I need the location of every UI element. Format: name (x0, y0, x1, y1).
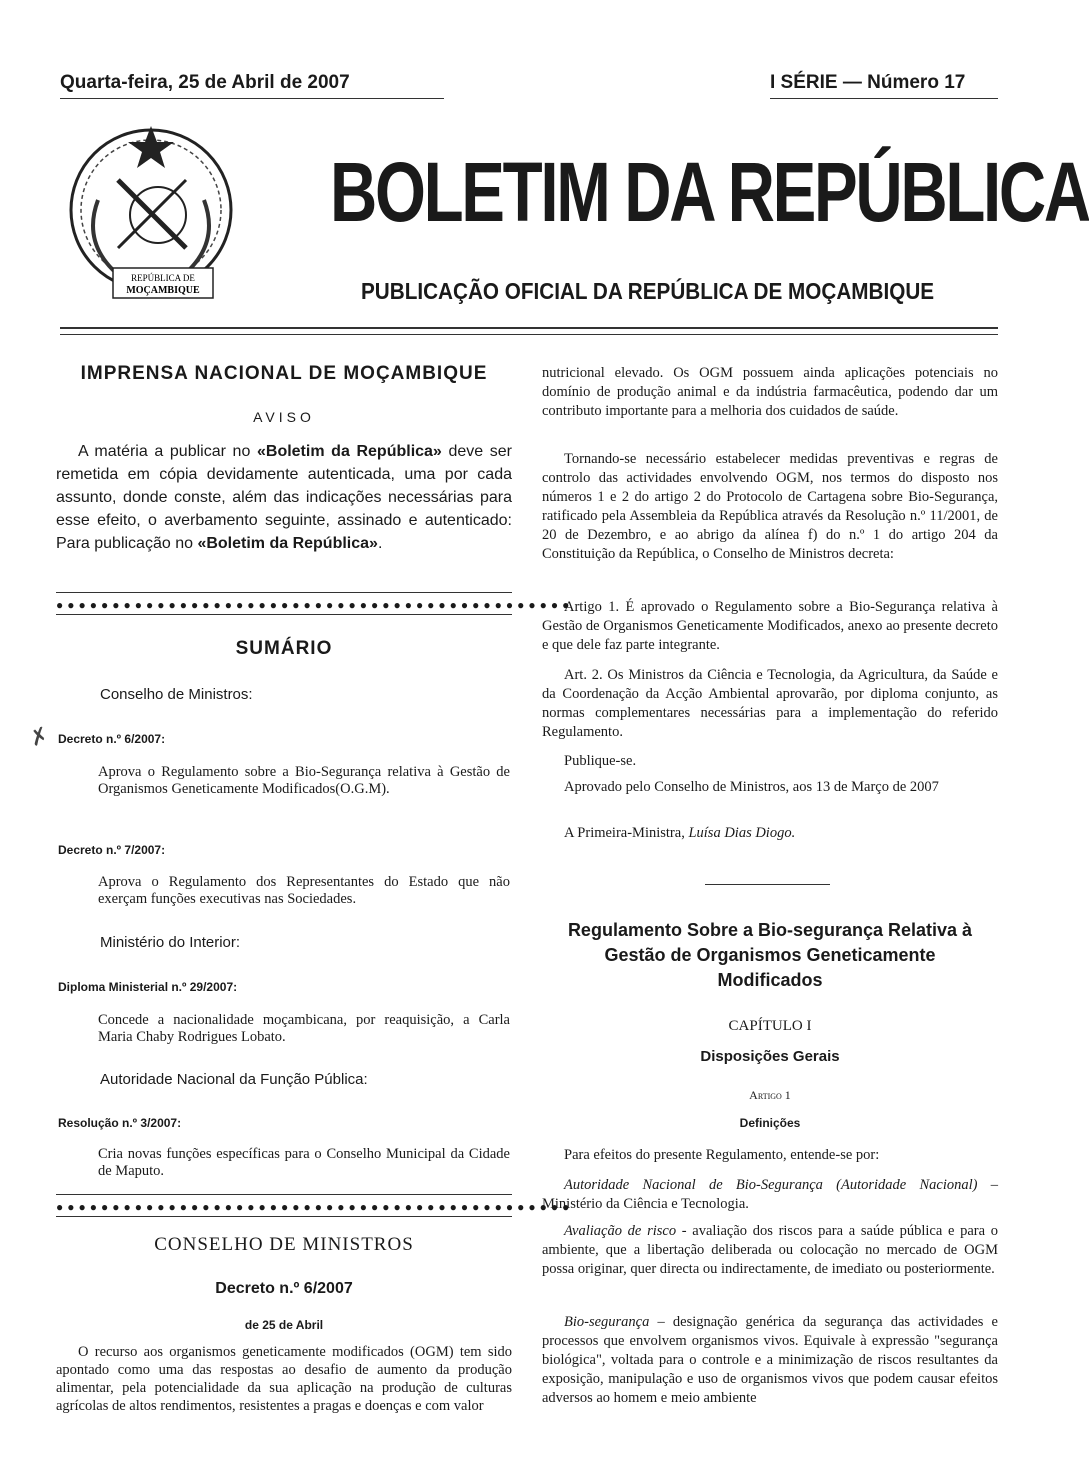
decree-body: O recurso aos organismos geneticamente modificados (OGM) tem sido apontado como uma das respostas ao desafio de aumento da produção alimentar, pela potencialidade da sua aplicação na produção de culturas agrícolas de altos rendimentos, resistentes a pragas e doenças e com valor (56, 1344, 512, 1414)
sumario-description: Concede a nacionalidade moçambicana, por reaquisição, a Carla Maria Chaby Rodrigues Lobato. (98, 1012, 510, 1045)
decree-date: de 25 de Abril (244, 1318, 324, 1332)
sumario-section: Ministério do Interior: (100, 934, 241, 951)
decree-paragraph: Tornando-se necessário estabelecer medidas preventivas e regras de controlo das actividades envolvendo OGM, nos termos do disposto nos números 1 e 2 do artigo 2 do Protocolo de Cartagena sobre Bio-Segurança, ratificado pela Assembleia da República através da Resolução n.º 11/2001, de 20 de Dezembro, e ao abrigo da alínea f) do n.º 1 do artigo 204 da Constituição da República, o Conselho de Ministros decreta: (542, 451, 998, 562)
national-emblem-icon (58, 120, 244, 306)
publication-subtitle: PUBLICAÇÃO OFICIAL DA REPÚBLICA DE MOÇAMBIQUE (361, 278, 935, 304)
series-underline (770, 98, 998, 99)
dotted-separator: ●●●●●●●●●●●●●●●●●●●●●●●●●●●●●●●●●●●●●●●●●●●●●● (56, 598, 574, 612)
approval-note: Aprovado pelo Conselho de Ministros, aos 13 de Março de 2007 (564, 779, 939, 795)
header-rule-top (60, 327, 998, 329)
article-heading: Artigo 1 (749, 1088, 791, 1102)
decree-paragraph: nutricional elevado. Os OGM possuem ainda aplicações potenciais no domínio de produção animal e da indústria farmacêutica, podendo dar um contributo importante para a melhoria dos cuidados de saúde. (542, 365, 998, 419)
dots-rule-bottom (56, 614, 512, 615)
definitions-intro: Para efeitos do presente Regulamento, entende-se por: (564, 1147, 880, 1163)
header-rule-bottom (60, 334, 998, 335)
council-title: CONSELHO DE MINISTROS (154, 1234, 414, 1255)
sumario-section: Autoridade Nacional da Função Pública: (100, 1071, 368, 1088)
sumario-decree: Decreto n.º 6/2007: (58, 732, 166, 746)
issue-date: Quarta-feira, 25 de Abril de 2007 (60, 72, 350, 93)
publication-title: BOLETIM DA REPÚBLICA (330, 145, 1089, 239)
article-2-paragraph: Art. 2. Os Ministros da Ciência e Tecnologia, da Agricultura, da Saúde e da Coordenação da Acção Ambiental aprovarão, por diploma conjunto, as normas complementares necessárias para a implementação do referido Regulamento. (542, 667, 998, 740)
sumario-decree: Diploma Ministerial n.º 29/2007: (58, 980, 238, 994)
dotted-separator: ●●●●●●●●●●●●●●●●●●●●●●●●●●●●●●●●●●●●●●●●●●●●●● (56, 1200, 574, 1214)
handwritten-mark: ✗ (26, 721, 52, 752)
emblem-text-2: MOÇAMBIQUE (126, 285, 200, 296)
publique-se: Publique-se. (564, 753, 637, 769)
dots-rule-top (56, 1194, 512, 1195)
date-underline (60, 98, 444, 99)
issue-series: I SÉRIE — Número 17 (770, 72, 966, 93)
definition-item: Bio-segurança – designação genérica da segurança das actividades e processos que envolvem organismos vivos. Equivale à expressão "segurança biológica", voltada para o controle e a minimização de riscos resultantes da exposição, manipulação e uso de organismos vivos que podem causar efeitos adversos ao homem e meio ambiente (542, 1314, 998, 1406)
definition-item: Autoridade Nacional de Bio-Segurança (Autoridade Nacional) – Ministério da Ciência e Tecnologia. (542, 1177, 999, 1212)
article-1-paragraph: Artigo 1. É aprovado o Regulamento sobre a Bio-Segurança relativa à Gestão de Organismos Geneticamente Modificados, anexo ao presente decreto e que dele faz parte integrante. (542, 599, 998, 653)
dots-rule-bottom (56, 1216, 512, 1217)
sumario-decree: Decreto n.º 7/2007: (58, 843, 166, 857)
aviso-notice: A matéria a publicar no «Boletim da República» deve ser remetida em cópia devidamente autenticada, uma por cada assunto, donde conste, além das indicações necessárias para esse efeito, o averbamento seguinte, assinado e autenticado: Para publicação no «Boletim da República». (56, 443, 513, 552)
sumario-description: Aprova o Regulamento dos Representantes do Estado que não exerçam funções executivas nas Sociedades. (98, 874, 510, 907)
definition-item: Avaliação de risco - avaliação dos riscos para a saúde pública e para o ambiente, que a libertação deliberada ou colocação no mercado de OGM possa originar, quer directa ou indirectamente, de imediato ou posteriormente. (542, 1223, 998, 1277)
decree-title: Decreto n.º 6/2007 (215, 1280, 353, 1297)
signature-line: A Primeira-Ministra, Luísa Dias Diogo. (564, 825, 796, 841)
aviso-heading: AVISO (253, 409, 315, 425)
article-title: Definições (739, 1116, 801, 1130)
press-title: IMPRENSA NACIONAL DE MOÇAMBIQUE (80, 363, 488, 384)
sumario-section: Conselho de Ministros: (100, 686, 253, 703)
chapter-title: Disposições Gerais (700, 1048, 840, 1065)
sumario-decree: Resolução n.º 3/2007: (58, 1116, 182, 1130)
sumario-description: Cria novas funções específicas para o Conselho Municipal da Cidade de Maputo. (98, 1146, 510, 1179)
chapter-heading: CAPÍTULO I (728, 1018, 812, 1034)
emblem-text-1: REPÚBLICA DE (131, 273, 195, 283)
prime-minister-name: Luísa Dias Diogo. (688, 825, 796, 841)
sumario-description: Aprova o Regulamento sobre a Bio-Segurança relativa à Gestão de Organismos Geneticamente Modificados(O.G.M). (98, 764, 510, 797)
regulation-title: Regulamento Sobre a Bio-segurança Relativa à Gestão de Organismos Geneticamente Modificados (567, 920, 973, 990)
dots-rule-top (56, 592, 512, 593)
section-divider (705, 884, 830, 885)
sumario-title: SUMÁRIO (235, 638, 333, 659)
